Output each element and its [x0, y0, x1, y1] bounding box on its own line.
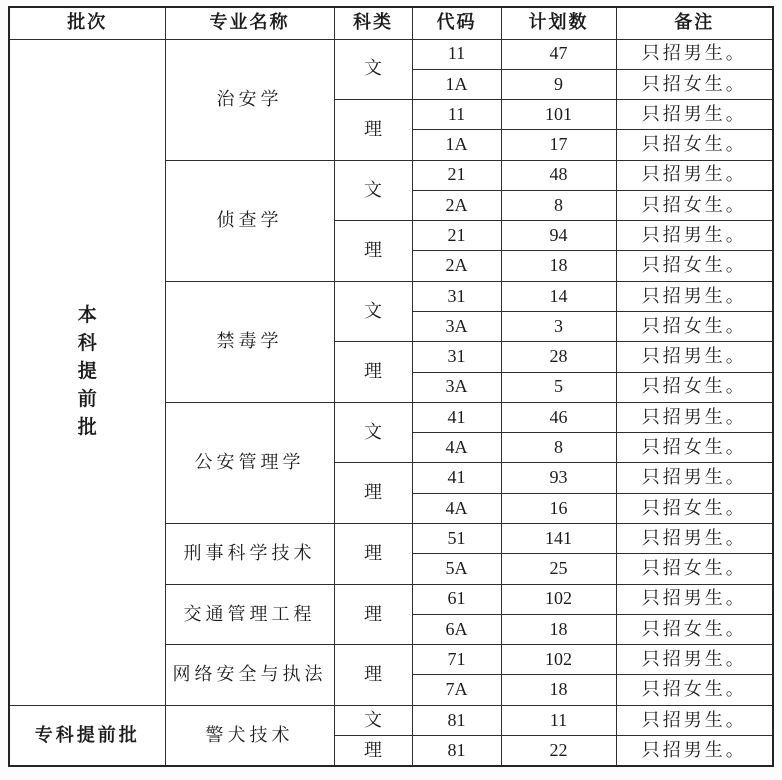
plan-cell: 102 [501, 584, 616, 614]
major-cell: 警犬技术 [165, 705, 334, 766]
major-cell: 治安学 [165, 39, 334, 160]
subject-cell: 理 [334, 524, 412, 585]
code-cell: 81 [412, 735, 501, 766]
batch-label-vertical: 本科提前批 [77, 305, 97, 439]
note-cell: 只招女生。 [616, 69, 773, 99]
plan-cell: 11 [501, 705, 616, 735]
major-cell: 侦查学 [165, 160, 334, 281]
subject-cell: 理 [334, 463, 412, 524]
plan-cell: 18 [501, 675, 616, 705]
note-cell: 只招女生。 [616, 433, 773, 463]
note-cell: 只招男生。 [616, 402, 773, 432]
note-cell: 只招女生。 [616, 251, 773, 281]
subject-cell: 理 [334, 100, 412, 161]
note-cell: 只招女生。 [616, 675, 773, 705]
code-cell: 2A [412, 190, 501, 220]
col-header-code: 代码 [412, 7, 501, 39]
note-cell: 只招男生。 [616, 221, 773, 251]
subject-cell: 文 [334, 39, 412, 100]
plan-cell: 22 [501, 735, 616, 766]
plan-cell: 14 [501, 281, 616, 311]
code-cell: 41 [412, 402, 501, 432]
code-cell: 1A [412, 69, 501, 99]
col-header-major: 专业名称 [165, 7, 334, 39]
note-cell: 只招男生。 [616, 39, 773, 69]
plan-cell: 9 [501, 69, 616, 99]
code-cell: 6A [412, 614, 501, 644]
note-cell: 只招男生。 [616, 735, 773, 766]
header-row [9, 7, 773, 39]
note-cell: 只招女生。 [616, 614, 773, 644]
plan-cell: 93 [501, 463, 616, 493]
plan-cell: 17 [501, 130, 616, 160]
plan-cell: 5 [501, 372, 616, 402]
batch-cell-undergraduate [9, 39, 165, 705]
plan-cell: 16 [501, 493, 616, 523]
major-cell: 公安管理学 [165, 402, 334, 523]
subject-cell: 理 [334, 584, 412, 645]
note-cell: 只招女生。 [616, 130, 773, 160]
note-cell: 只招女生。 [616, 372, 773, 402]
plan-cell: 25 [501, 554, 616, 584]
code-cell: 11 [412, 39, 501, 69]
table-body [9, 39, 773, 766]
note-cell: 只招男生。 [616, 342, 773, 372]
plan-cell: 8 [501, 190, 616, 220]
subject-cell: 文 [334, 705, 412, 735]
note-cell: 只招男生。 [616, 463, 773, 493]
plan-cell: 101 [501, 100, 616, 130]
code-cell: 11 [412, 100, 501, 130]
col-header-subject: 科类 [334, 7, 412, 39]
major-cell: 网络安全与执法 [165, 645, 334, 706]
code-cell: 41 [412, 463, 501, 493]
admission-plan-table [8, 6, 774, 767]
note-cell: 只招女生。 [616, 554, 773, 584]
plan-cell: 46 [501, 402, 616, 432]
note-cell: 只招女生。 [616, 493, 773, 523]
plan-cell: 8 [501, 433, 616, 463]
note-cell: 只招男生。 [616, 160, 773, 190]
note-cell: 只招男生。 [616, 100, 773, 130]
table-row [9, 39, 773, 69]
subject-cell: 文 [334, 281, 412, 342]
code-cell: 81 [412, 705, 501, 735]
subject-cell: 理 [334, 645, 412, 706]
subject-cell: 理 [334, 735, 412, 766]
code-cell: 4A [412, 433, 501, 463]
code-cell: 31 [412, 281, 501, 311]
code-cell: 21 [412, 160, 501, 190]
code-cell: 5A [412, 554, 501, 584]
subject-cell: 文 [334, 160, 412, 221]
note-cell: 只招女生。 [616, 190, 773, 220]
plan-cell: 28 [501, 342, 616, 372]
batch-cell-junior-college: 专科提前批 [9, 705, 165, 766]
note-cell: 只招男生。 [616, 524, 773, 554]
plan-cell: 18 [501, 251, 616, 281]
code-cell: 61 [412, 584, 501, 614]
code-cell: 3A [412, 372, 501, 402]
subject-cell: 理 [334, 221, 412, 282]
code-cell: 71 [412, 645, 501, 675]
code-cell: 2A [412, 251, 501, 281]
code-cell: 1A [412, 130, 501, 160]
major-cell: 交通管理工程 [165, 584, 334, 645]
code-cell: 51 [412, 524, 501, 554]
major-cell: 禁毒学 [165, 281, 334, 402]
plan-cell: 48 [501, 160, 616, 190]
plan-cell: 141 [501, 524, 616, 554]
code-cell: 21 [412, 221, 501, 251]
plan-cell: 18 [501, 614, 616, 644]
note-cell: 只招男生。 [616, 584, 773, 614]
code-cell: 31 [412, 342, 501, 372]
major-cell: 刑事科学技术 [165, 524, 334, 585]
col-header-note: 备注 [616, 7, 773, 39]
code-cell: 3A [412, 312, 501, 342]
subject-cell: 理 [334, 342, 412, 403]
plan-cell: 3 [501, 312, 616, 342]
table-header [9, 7, 773, 39]
subject-cell: 文 [334, 402, 412, 463]
table-row [9, 705, 773, 735]
code-cell: 4A [412, 493, 501, 523]
plan-cell: 47 [501, 39, 616, 69]
plan-cell: 102 [501, 645, 616, 675]
plan-cell: 94 [501, 221, 616, 251]
col-header-plan: 计划数 [501, 7, 616, 39]
note-cell: 只招女生。 [616, 312, 773, 342]
col-header-batch: 批次 [9, 7, 165, 39]
note-cell: 只招男生。 [616, 645, 773, 675]
note-cell: 只招男生。 [616, 705, 773, 735]
code-cell: 7A [412, 675, 501, 705]
note-cell: 只招男生。 [616, 281, 773, 311]
